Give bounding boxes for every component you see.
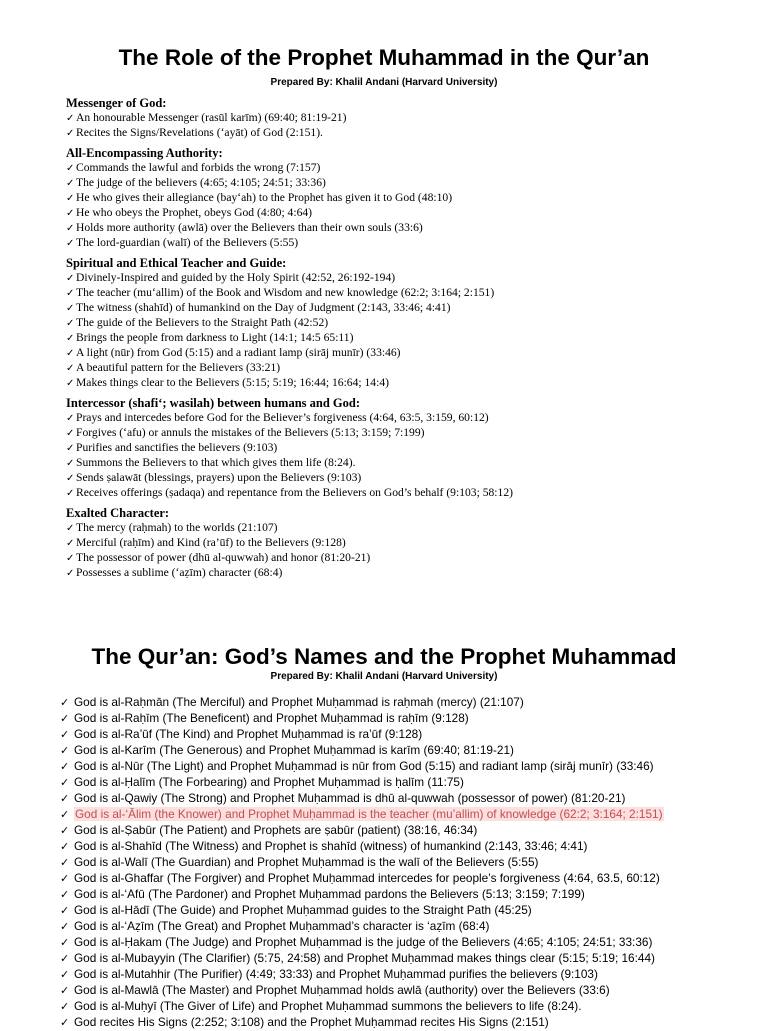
checkmark-icon: ✓ — [66, 428, 75, 439]
list-item — [60, 934, 760, 950]
role-sections — [66, 96, 756, 581]
checkmark-icon: ✓ — [60, 760, 70, 773]
outline-item-text: He who obeys the Prophet, obeys God (4:80; 4:64) — [76, 206, 313, 219]
outline-item — [66, 566, 756, 581]
outline-item-text: Brings the people from darkness to Light (14:1; 14:5 65:11) — [76, 331, 354, 344]
outline-item — [66, 301, 756, 316]
outline-item — [66, 411, 756, 426]
outline-item — [66, 521, 756, 536]
checkmark-icon: ✓ — [66, 523, 75, 534]
checkmark-icon: ✓ — [66, 223, 75, 234]
checkmark-icon: ✓ — [60, 968, 70, 981]
list-item — [60, 694, 760, 710]
outline-section — [66, 96, 756, 141]
checkmark-icon: ✓ — [66, 303, 75, 314]
list-item-text: God is al-Walī (The Guardian) and Prophet Muḥammad is the walī of the Believers (5:55) — [74, 855, 539, 869]
list-item — [60, 726, 760, 742]
checkmark-icon: ✓ — [60, 696, 70, 709]
outline-item-text: A beautiful pattern for the Believers (33:21) — [76, 361, 281, 374]
checkmark-icon: ✓ — [66, 538, 75, 549]
outline-item — [66, 206, 756, 221]
list-item-text: God is al-Ḥalīm (The Forbearing) and Prophet Muḥammad is ḥalīm (11:75) — [74, 775, 464, 789]
checkmark-icon: ✓ — [60, 712, 70, 725]
outline-item — [66, 426, 756, 441]
list-item-text: God recites His Signs (2:252; 3:108) and the Prophet Muḥammad recites His Signs (2:151) — [74, 1015, 549, 1029]
section-heading: Intercessor (shafi‘; wasilah) between humans and God: — [66, 396, 361, 410]
checkmark-icon: ✓ — [66, 568, 75, 579]
list-item — [60, 742, 760, 758]
checkmark-icon: ✓ — [60, 792, 70, 805]
outline-item — [66, 286, 756, 301]
list-item-text: God is al-Mubayyin (The Clarifier) (5:75, 24:58) and Prophet Muḥammad makes things clear (5:15; 5:19; 16:44) — [74, 951, 655, 965]
list-item-text: God is al-Muḥyī (The Giver of Life) and Prophet Muḥammad summons the believers to life (8:24). — [74, 999, 582, 1013]
checkmark-icon: ✓ — [60, 984, 70, 997]
checkmark-icon: ✓ — [66, 178, 75, 189]
list-item — [60, 902, 760, 918]
checkmark-icon: ✓ — [66, 113, 75, 124]
outline-item-text: A light (nūr) from God (5:15) and a radiant lamp (sirāj munīr) (33:46) — [76, 346, 401, 359]
list-item — [60, 918, 760, 934]
checkmark-icon: ✓ — [66, 553, 75, 564]
list-item-text: God is al-Ghaffar (The Forgiver) and Prophet Muḥammad intercedes for people’s forgiveness (4:64, 63.5, 60:12) — [74, 871, 660, 885]
list-item-text: God is al-Raḥīm (The Beneficent) and Prophet Muḥammad is raḥīm (9:128) — [74, 711, 469, 725]
checkmark-icon: ✓ — [66, 208, 75, 219]
section-heading: Messenger of God: — [66, 96, 167, 110]
outline-item-text: Prays and intercedes before God for the Believer’s forgiveness (4:64, 63:5, 3:159, 60:12) — [76, 411, 489, 424]
checkmark-icon: ✓ — [66, 363, 75, 374]
outline-item-text: He who gives their allegiance (bay‘ah) to the Prophet has given it to God (48:10) — [76, 191, 453, 204]
list-item — [60, 806, 760, 822]
checkmark-icon: ✓ — [60, 840, 70, 853]
checkmark-icon: ✓ — [66, 273, 75, 284]
list-item-text: God is al-Qawiy (The Strong) and Prophet Muḥammad is dhū al-quwwah (possessor of power) (81:20-21) — [74, 791, 626, 805]
checkmark-icon: ✓ — [66, 333, 75, 344]
outline-item — [66, 536, 756, 551]
outline-item-text: Makes things clear to the Believers (5:15; 5:19; 16:44; 16:64; 14:4) — [76, 376, 389, 389]
checkmark-icon: ✓ — [60, 936, 70, 949]
outline-item-text: Receives offerings (ṣadaqa) and repentance from the Believers on God’s behalf (9:103; 58:12) — [76, 486, 513, 499]
checkmark-icon: ✓ — [66, 238, 75, 249]
author-credit: Prepared By: Khalil Andani (Harvard University) — [270, 77, 498, 88]
outline-item — [66, 126, 756, 141]
outline-item-text: The possessor of power (dhū al-quwwah) and honor (81:20-21) — [76, 551, 371, 564]
section-heading: Exalted Character: — [66, 506, 170, 520]
list-item-text: God is al-‘Afū (The Pardoner) and Prophet Muḥammad pardons the Believers (5:13; 3:159; 7:199) — [74, 887, 585, 901]
list-item — [60, 886, 760, 902]
checkmark-icon: ✓ — [66, 443, 75, 454]
checkmark-icon: ✓ — [60, 728, 70, 741]
checkmark-icon: ✓ — [66, 288, 75, 299]
checkmark-icon: ✓ — [60, 1000, 70, 1013]
list-item — [60, 870, 760, 886]
outline-item-text: The lord-guardian (walī) of the Believers (5:55) — [76, 236, 299, 249]
outline-item — [66, 441, 756, 456]
outline-item-text: Summons the Believers to that which gives them life (8:24). — [76, 456, 356, 469]
outline-item-text: Merciful (raḥīm) and Kind (ra’ūf) to the Believers (9:128) — [76, 536, 346, 549]
page-title: The Role of the Prophet Muhammad in the Qur’an — [118, 45, 650, 70]
checkmark-icon: ✓ — [66, 348, 75, 359]
checkmark-icon: ✓ — [66, 473, 75, 484]
outline-item — [66, 271, 756, 286]
checkmark-icon: ✓ — [60, 904, 70, 917]
outline-item-text: Holds more authority (awlā) over the Believers than their own souls (33:6) — [76, 221, 423, 234]
outline-item — [66, 161, 756, 176]
checkmark-icon: ✓ — [66, 318, 75, 329]
outline-section — [66, 506, 756, 581]
second-author-credit: Prepared By: Khalil Andani (Harvard University) — [270, 671, 498, 682]
checkmark-icon: ✓ — [60, 1016, 70, 1029]
outline-item-text: The judge of the believers (4:65; 4:105; 24:51; 33:36) — [76, 176, 326, 189]
checkmark-icon: ✓ — [66, 193, 75, 204]
outline-item-text: The teacher (mu‘allim) of the Book and Wisdom and new knowledge (62:2; 3:164; 2:151) — [76, 286, 495, 299]
checkmark-icon: ✓ — [60, 888, 70, 901]
outline-item-text: Forgives (‘afu) or annuls the mistakes of the Believers (5:13; 3:159; 7:199) — [76, 426, 425, 439]
list-item-text: God is al-Hādī (The Guide) and Prophet Muḥammad guides to the Straight Path (45:25) — [74, 903, 532, 917]
list-item-text: God is al-Ra’ūf (The Kind) and Prophet Muḥammad is ra’ūf (9:128) — [74, 727, 423, 741]
checkmark-icon: ✓ — [60, 872, 70, 885]
highlighted-list-item-text: God is al-‘Ālim (the Knower) and Prophet Muḥammad is the teacher (mu’allim) of knowledge (62:2; 3:164; 2:151) — [75, 807, 663, 821]
list-item — [60, 710, 760, 726]
checkmark-icon: ✓ — [66, 458, 75, 469]
outline-item-text: Divinely-Inspired and guided by the Holy Spirit (42:52, 26:192-194) — [76, 271, 396, 284]
list-item-text: God is al-‘Aẓīm (The Great) and Prophet Muḥammad’s character is ‘aẓīm (68:4) — [74, 919, 490, 933]
list-item — [60, 950, 760, 966]
outline-item — [66, 111, 756, 126]
list-item — [60, 982, 760, 998]
outline-section — [66, 146, 756, 251]
section-heading: Spiritual and Ethical Teacher and Guide: — [66, 256, 287, 270]
list-item-text: God is al-Shahīd (The Witness) and Prophet is shahīd (witness) of humankind (2:143, 33:46; 4:41) — [74, 839, 588, 853]
outline-item — [66, 376, 756, 391]
list-item-text: God is al-Raḥmān (The Merciful) and Prophet Muḥammad is raḥmah (mercy) (21:107) — [74, 695, 524, 709]
list-item — [60, 790, 760, 806]
outline-item — [66, 361, 756, 376]
outline-item-text: The witness (shahīd) of humankind on the Day of Judgment (2:143, 33:46; 4:41) — [76, 301, 451, 314]
list-item-text: God is al-Karīm (The Generous) and Prophet Muḥammad is karīm (69:40; 81:19-21) — [74, 743, 514, 757]
checkmark-icon: ✓ — [60, 824, 70, 837]
outline-section — [66, 396, 756, 501]
list-item — [60, 854, 760, 870]
list-item-text: God is al-Mutahhir (The Purifier) (4:49; 33:33) and Prophet Muḥammad purifies the believers (9:103) — [74, 967, 598, 981]
checkmark-icon: ✓ — [60, 744, 70, 757]
outline-item — [66, 191, 756, 206]
list-item-text: God is al-Ḥakam (The Judge) and Prophet Muḥammad is the judge of the Believers (4:65; 4:105; 24:51; 33:36) — [74, 935, 653, 949]
list-item — [60, 838, 760, 854]
section-heading: All-Encompassing Authority: — [66, 146, 223, 160]
outline-item — [66, 236, 756, 251]
outline-item — [66, 331, 756, 346]
outline-item — [66, 316, 756, 331]
list-item — [60, 998, 760, 1014]
list-item-text: God is al-Nūr (The Light) and Prophet Muḥammad is nūr from God (5:15) and radiant lamp (sirāj munīr) (33:46) — [74, 759, 654, 773]
list-item — [60, 822, 760, 838]
outline-item-text: Possesses a sublime (‘aẓīm) character (68:4) — [76, 566, 283, 579]
list-item — [60, 758, 760, 774]
checkmark-icon: ✓ — [60, 920, 70, 933]
checkmark-icon: ✓ — [60, 952, 70, 965]
outline-item-text: The mercy (raḥmah) to the worlds (21:107) — [76, 521, 278, 534]
outline-item-text: Recites the Signs/Revelations (‘ayāt) of God (2:151). — [76, 126, 323, 139]
list-item — [60, 1014, 760, 1030]
outline-section — [66, 256, 756, 391]
checkmark-icon: ✓ — [66, 128, 75, 139]
outline-item — [66, 486, 756, 501]
checkmark-icon: ✓ — [60, 808, 70, 821]
outline-item — [66, 551, 756, 566]
outline-item — [66, 346, 756, 361]
outline-item-text: An honourable Messenger (rasūl karīm) (69:40; 81:19-21) — [76, 111, 347, 124]
checkmark-icon: ✓ — [66, 163, 75, 174]
outline-item — [66, 221, 756, 236]
outline-item — [66, 471, 756, 486]
outline-item-text: Purifies and sanctifies the believers (9:103) — [76, 441, 278, 454]
checkmark-icon: ✓ — [66, 488, 75, 499]
list-item-text: God is al-Mawlā (The Master) and Prophet Muḥammad holds awlā (authority) over the Believers (33:6) — [74, 983, 610, 997]
list-item-text: God is al-Ṣabūr (The Patient) and Prophets are ṣabūr (patient) (38:16, 46:34) — [74, 823, 478, 837]
outline-item — [66, 176, 756, 191]
outline-item-text: Commands the lawful and forbids the wrong (7:157) — [76, 161, 321, 174]
checkmark-icon: ✓ — [60, 856, 70, 869]
names-list — [60, 694, 760, 1030]
checkmark-icon: ✓ — [66, 413, 75, 424]
outline-item-text: The guide of the Believers to the Straight Path (42:52) — [76, 316, 329, 329]
list-item — [60, 966, 760, 982]
checkmark-icon: ✓ — [60, 776, 70, 789]
checkmark-icon: ✓ — [66, 378, 75, 389]
outline-item-text: Sends ṣalawāt (blessings, prayers) upon the Believers (9:103) — [76, 471, 362, 484]
second-page-title: The Qur’an: God’s Names and the Prophet Muhammad — [91, 644, 677, 669]
list-item — [60, 774, 760, 790]
outline-item — [66, 456, 756, 471]
